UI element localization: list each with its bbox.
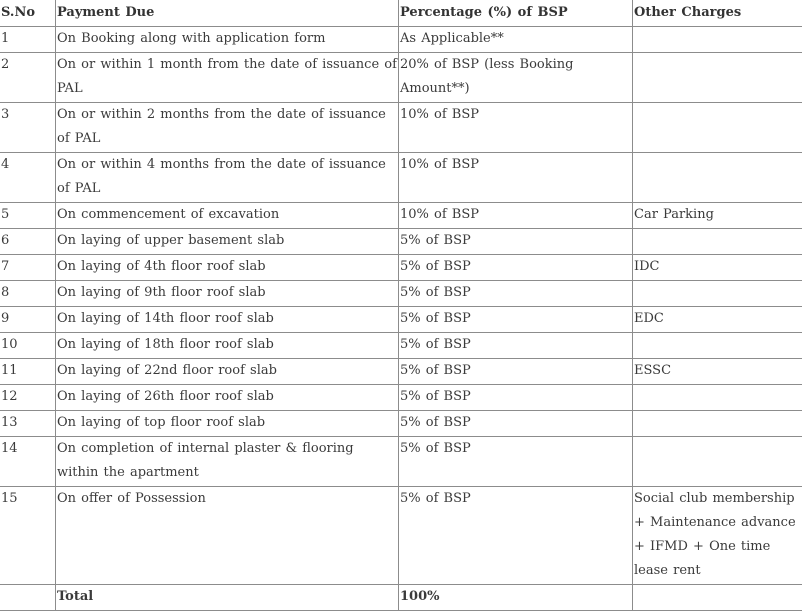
cell-percentage: 20% of BSP (less Booking Amount**)	[399, 53, 633, 103]
cell-sno: 14	[0, 437, 56, 487]
table-row	[0, 333, 802, 359]
table-row	[0, 487, 802, 585]
cell-sno: 15	[0, 487, 56, 585]
table-row	[0, 103, 802, 153]
cell-sno: 1	[0, 27, 56, 53]
cell-payment-due: On or within 1 month from the date of issuance of PAL	[56, 53, 399, 103]
cell-payment-due: On laying of 22nd floor roof slab	[56, 359, 399, 385]
cell-percentage: 5% of BSP	[399, 255, 633, 281]
cell-payment-due: On or within 2 months from the date of issuance of PAL	[56, 103, 399, 153]
cell-sno: 13	[0, 411, 56, 437]
cell-sno: 8	[0, 281, 56, 307]
cell-other-charges: Social club membership + Maintenance advance + IFMD + One time lease rent	[633, 487, 802, 585]
cell-other-charges	[633, 411, 802, 437]
cell-percentage: 10% of BSP	[399, 153, 633, 203]
table-row	[0, 359, 802, 385]
cell-sno: 4	[0, 153, 56, 203]
header-payment-due: Payment Due	[56, 0, 399, 27]
cell-sno: 6	[0, 229, 56, 255]
total-percentage: 100%	[399, 585, 633, 611]
cell-other-charges	[633, 53, 802, 103]
table-row	[0, 437, 802, 487]
cell-percentage: 5% of BSP	[399, 359, 633, 385]
cell-payment-due: On completion of internal plaster & flooring within the apartment	[56, 437, 399, 487]
cell-payment-due: On offer of Possession	[56, 487, 399, 585]
cell-other-charges	[633, 153, 802, 203]
table-row	[0, 53, 802, 103]
cell-other-charges: ESSC	[633, 359, 802, 385]
cell-payment-due: On laying of 26th floor roof slab	[56, 385, 399, 411]
table-row	[0, 153, 802, 203]
cell-percentage: 5% of BSP	[399, 281, 633, 307]
cell-other-charges	[633, 281, 802, 307]
cell-payment-due: On laying of 14th floor roof slab	[56, 307, 399, 333]
cell-payment-due: On commencement of excavation	[56, 203, 399, 229]
table-row	[0, 385, 802, 411]
cell-payment-due: On laying of 4th floor roof slab	[56, 255, 399, 281]
cell-percentage: 5% of BSP	[399, 487, 633, 585]
cell-payment-due: On or within 4 months from the date of issuance of PAL	[56, 153, 399, 203]
table-row	[0, 229, 802, 255]
cell-other-charges	[633, 333, 802, 359]
cell-other-charges	[633, 385, 802, 411]
cell-sno: 10	[0, 333, 56, 359]
cell-percentage: 10% of BSP	[399, 203, 633, 229]
header-row	[0, 0, 802, 27]
cell-other-charges	[633, 27, 802, 53]
table-row	[0, 27, 802, 53]
cell-other-charges	[633, 229, 802, 255]
cell-sno: 7	[0, 255, 56, 281]
table-row	[0, 307, 802, 333]
cell-sno: 9	[0, 307, 56, 333]
cell-other-charges: Car Parking	[633, 203, 802, 229]
table-row	[0, 411, 802, 437]
cell-sno: 3	[0, 103, 56, 153]
cell-sno	[0, 585, 56, 611]
header-other-charges: Other Charges	[633, 0, 802, 27]
cell-percentage: 5% of BSP	[399, 229, 633, 255]
cell-sno: 2	[0, 53, 56, 103]
cell-other-charges: IDC	[633, 255, 802, 281]
table-row	[0, 255, 802, 281]
cell-sno: 5	[0, 203, 56, 229]
header-sno: S.No	[0, 0, 56, 27]
cell-percentage: 5% of BSP	[399, 307, 633, 333]
cell-percentage: 5% of BSP	[399, 411, 633, 437]
table-row	[0, 203, 802, 229]
cell-percentage: 10% of BSP	[399, 103, 633, 153]
cell-percentage: 5% of BSP	[399, 333, 633, 359]
header-percentage: Percentage (%) of BSP	[399, 0, 633, 27]
cell-other-charges	[633, 585, 802, 611]
cell-payment-due: On laying of 9th floor roof slab	[56, 281, 399, 307]
cell-sno: 12	[0, 385, 56, 411]
cell-payment-due: On laying of 18th floor roof slab	[56, 333, 399, 359]
cell-payment-due: On laying of top floor roof slab	[56, 411, 399, 437]
total-label: Total	[56, 585, 399, 611]
cell-other-charges: EDC	[633, 307, 802, 333]
cell-payment-due: On laying of upper basement slab	[56, 229, 399, 255]
cell-other-charges	[633, 103, 802, 153]
cell-sno: 11	[0, 359, 56, 385]
cell-percentage: 5% of BSP	[399, 385, 633, 411]
cell-payment-due: On Booking along with application form	[56, 27, 399, 53]
total-row	[0, 585, 802, 611]
cell-percentage: As Applicable**	[399, 27, 633, 53]
cell-other-charges	[633, 437, 802, 487]
cell-percentage: 5% of BSP	[399, 437, 633, 487]
table-row	[0, 281, 802, 307]
